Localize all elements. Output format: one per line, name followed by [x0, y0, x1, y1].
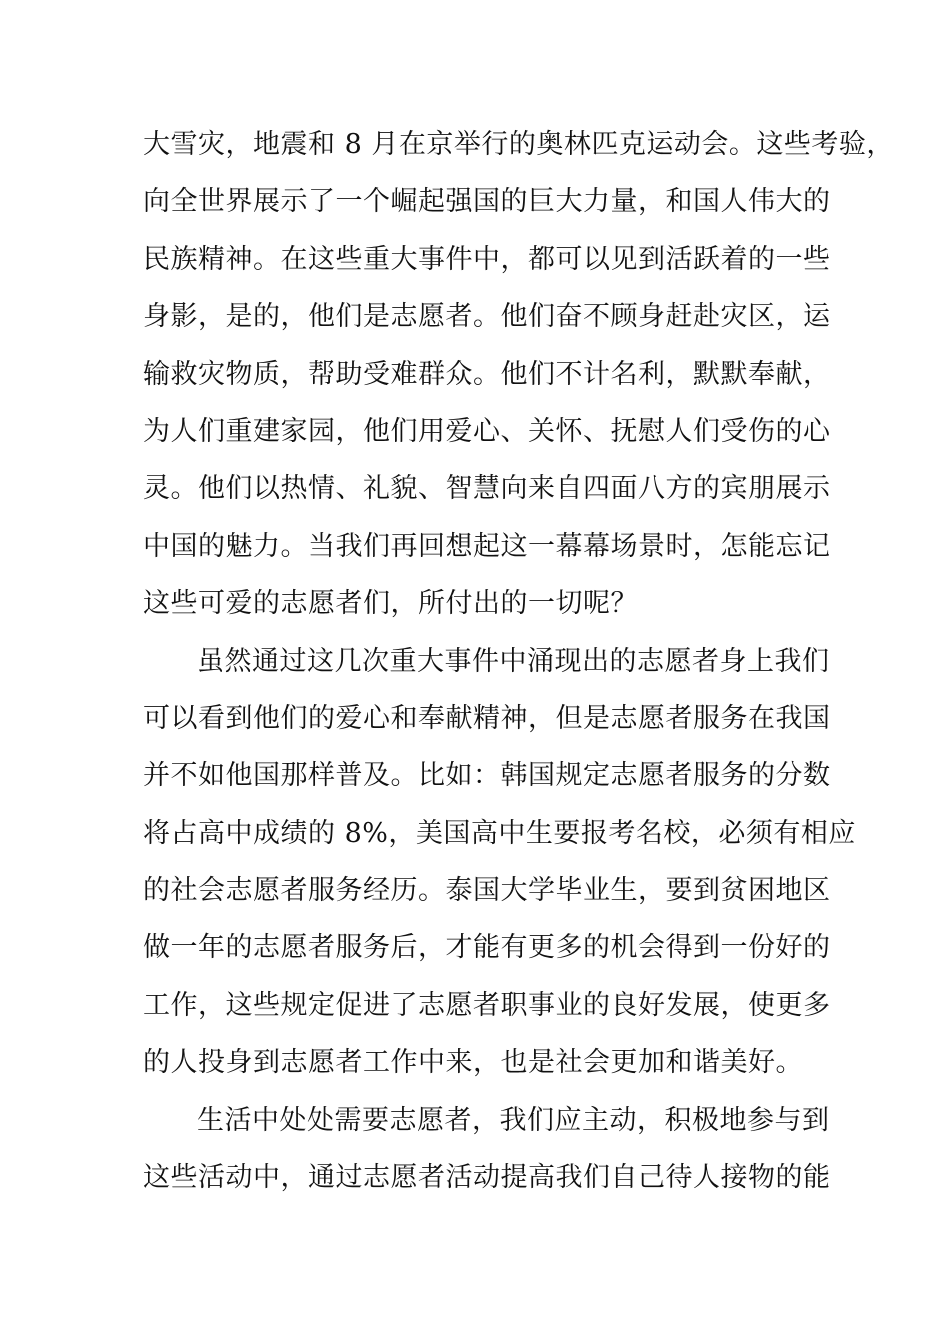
paragraph-line: 并不如他国那样普及。比如：韩国规定志愿者服务的分数 — [143, 760, 831, 792]
paragraph-line: 这些可爱的志愿者们，所付出的一切呢？ — [143, 588, 638, 620]
paragraph-line: 做一年的志愿者服务后，才能有更多的机会得到一份好的 — [143, 932, 831, 964]
paragraph-line: 的人投身到志愿者工作中来，也是社会更加和谐美好。 — [143, 1047, 803, 1079]
paragraph-line: 输救灾物质，帮助受难群众。他们不计名利，默默奉献， — [143, 358, 831, 390]
document-body — [143, 116, 894, 1206]
paragraph-1 — [143, 116, 894, 633]
paragraph-line: 的社会志愿者服务经历。泰国大学毕业生，要到贫困地区 — [143, 875, 831, 907]
paragraph-line: 中国的魅力。当我们再回想起这一幕幕场景时，怎能忘记 — [143, 530, 831, 562]
paragraph-line: 生活中处处需要志愿者，我们应主动，积极地参与到 — [197, 1104, 830, 1136]
paragraph-line: 虽然通过这几次重大事件中涌现出的志愿者身上我们 — [197, 645, 830, 677]
paragraph-line: 这些活动中，通过志愿者活动提高我们自己待人接物的能 — [143, 1162, 831, 1194]
paragraph-line: 可以看到他们的爱心和奉献精神，但是志愿者服务在我国 — [143, 702, 831, 734]
paragraph-line: 为人们重建家园，他们用爱心、关怀、抚慰人们受伤的心 — [143, 415, 831, 447]
paragraph-line: 将占高中成绩的 8%，美国高中生要报考名校，必须有相应 — [143, 817, 856, 849]
paragraph-line: 工作，这些规定促进了志愿者职事业的良好发展，使更多 — [143, 989, 831, 1021]
paragraph-line: 身影，是的，他们是志愿者。他们奋不顾身赶赴灾区，运 — [143, 301, 831, 333]
paragraph-line: 大雪灾，地震和 8 月在京举行的奥林匹克运动会。这些考验， — [143, 129, 894, 160]
paragraph-line: 民族精神。在这些重大事件中，都可以见到活跃着的一些 — [143, 243, 831, 275]
paragraph-line: 向全世界展示了一个崛起强国的巨大力量，和国人伟大的 — [143, 186, 831, 218]
paragraph-3 — [143, 1092, 831, 1207]
paragraph-line: 灵。他们以热情、礼貌、智慧向来自四面八方的宾朋展示 — [143, 473, 831, 505]
paragraph-2 — [143, 633, 856, 1092]
